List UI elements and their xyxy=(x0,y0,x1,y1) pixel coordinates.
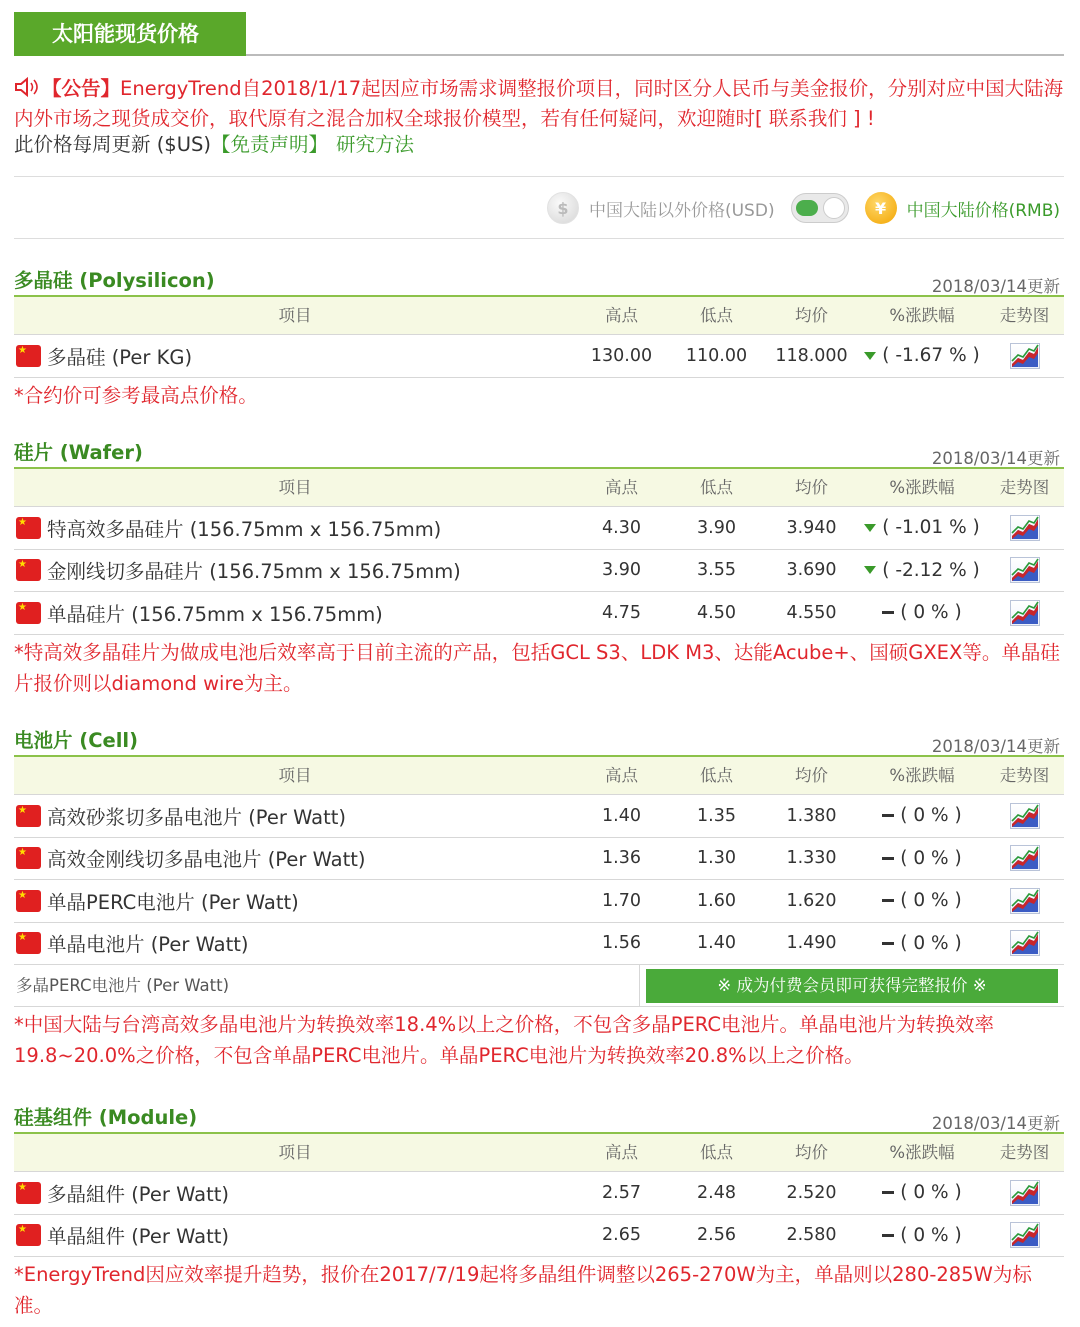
avg-value: 1.330 xyxy=(786,848,837,869)
down-arrow-icon xyxy=(864,524,876,532)
page-header xyxy=(14,12,1064,56)
dollar-coin-icon: $ xyxy=(547,192,579,224)
item-name: 特高效多晶硅片 (156.75mm x 156.75mm) xyxy=(47,517,442,541)
flat-dash-icon xyxy=(882,1191,894,1194)
section-update-date: 2018/03/14更新 xyxy=(931,737,1060,756)
high-value: 1.36 xyxy=(602,848,641,869)
china-flag-icon xyxy=(16,517,41,539)
section-header xyxy=(14,263,1064,297)
trend-line-graphic xyxy=(1011,889,1039,913)
low-value: 110.00 xyxy=(685,345,748,366)
disclaimer-link[interactable]: 【免责声明】 xyxy=(210,133,328,156)
item-name: 多晶硅 (Per KG) xyxy=(47,345,193,369)
currency-toggle[interactable] xyxy=(791,193,849,223)
divider xyxy=(14,238,1064,239)
item-name: 单晶硅片 (156.75mm x 156.75mm) xyxy=(47,602,383,626)
china-flag-icon xyxy=(16,1182,41,1204)
section-title: 硅基组件 (Module) xyxy=(14,1106,198,1129)
china-flag-icon xyxy=(16,602,41,624)
trend-line-graphic xyxy=(1011,846,1039,870)
col-change: %涨跌幅 xyxy=(889,1142,955,1162)
col-change: %涨跌幅 xyxy=(889,765,955,785)
col-low: 低点 xyxy=(700,766,733,785)
section-header xyxy=(14,723,1064,757)
col-high: 高点 xyxy=(605,306,638,325)
col-high: 高点 xyxy=(605,478,638,497)
change-value: ( -1.67 % ) xyxy=(882,345,980,367)
trend-chart-icon[interactable] xyxy=(1010,803,1040,829)
high-value: 1.56 xyxy=(602,933,641,954)
section-title: 多晶硅 (Polysilicon) xyxy=(14,269,215,292)
announcement-text: EnergyTrend自2018/1/17起因应市场需求调整报价项目，同时区分人民币与美金报价，分别对应中国大陆海内外市场之现货成交价，取代原有之混合加权全球报价模型，若有任何疑问，欢迎随时 xyxy=(14,77,1064,130)
item-name: 单晶組件 (Per Watt) xyxy=(47,1225,229,1249)
china-flag-icon xyxy=(16,890,41,912)
avg-value: 2.580 xyxy=(786,1225,837,1246)
item-name: 高效金刚线切多晶电池片 (Per Watt) xyxy=(47,848,366,872)
trend-line-graphic xyxy=(1011,601,1039,625)
avg-value: 3.940 xyxy=(786,517,837,538)
table-header xyxy=(14,469,1064,507)
col-item: 项目 xyxy=(278,477,312,497)
col-low: 低点 xyxy=(700,306,733,325)
trend-line-graphic xyxy=(1011,1181,1039,1205)
col-item: 项目 xyxy=(278,1142,312,1162)
avg-value: 2.520 xyxy=(786,1182,837,1203)
high-value: 2.65 xyxy=(602,1225,641,1246)
high-value: 3.90 xyxy=(602,560,641,581)
trend-chart-icon[interactable] xyxy=(1010,888,1040,914)
trend-line-graphic xyxy=(1011,558,1039,582)
item-name: 多晶組件 (Per Watt) xyxy=(47,1182,229,1206)
research-method-link[interactable]: 研究方法 xyxy=(336,133,415,156)
section-update-date: 2018/03/14更新 xyxy=(931,277,1060,296)
section-note: *中国大陆与台湾高效多晶电池片为转换效率18.4%以上之价格，不包含多晶PERC电池片。单晶电池片为转换效率19.8~20.0%之价格，不包含单晶PERC电池片。单晶PERC电池片为转换效率20.8%以上之价格。 xyxy=(14,1013,994,1067)
section-wafer xyxy=(14,435,1064,699)
trend-line-graphic xyxy=(1011,804,1039,828)
low-value: 1.40 xyxy=(697,933,736,954)
change-value: ( 0 % ) xyxy=(900,602,962,624)
divider xyxy=(14,176,1064,177)
table-row xyxy=(14,1215,1064,1258)
table-row xyxy=(14,1172,1064,1215)
low-value: 2.48 xyxy=(697,1182,736,1203)
low-value: 3.55 xyxy=(697,560,736,581)
contact-us-link[interactable]: [ 联系我们 ] ! xyxy=(755,107,875,130)
section-cell xyxy=(14,723,1064,1071)
currency-switch xyxy=(547,188,1060,228)
china-flag-icon xyxy=(16,805,41,827)
low-value: 1.30 xyxy=(697,848,736,869)
section-header xyxy=(14,435,1064,469)
trend-chart-icon[interactable] xyxy=(1010,930,1040,956)
section-title: 电池片 (Cell) xyxy=(14,729,139,752)
down-arrow-icon xyxy=(864,352,876,360)
low-value: 3.90 xyxy=(697,517,736,538)
trend-chart-icon[interactable] xyxy=(1010,600,1040,626)
change-value: ( 0 % ) xyxy=(900,932,962,954)
table-row xyxy=(14,507,1064,550)
col-avg: 均价 xyxy=(795,478,828,497)
low-value: 1.60 xyxy=(697,890,736,911)
become-member-button[interactable]: ※ 成为付费会员即可获得完整报价 ※ xyxy=(646,969,1058,1003)
col-avg: 均价 xyxy=(795,1143,828,1162)
section-title: 硅片 (Wafer) xyxy=(14,441,143,464)
trend-chart-icon[interactable] xyxy=(1010,515,1040,541)
flat-dash-icon xyxy=(882,814,894,817)
change-value: ( 0 % ) xyxy=(900,805,962,827)
section-note: *特高效多晶硅片为做成电池后效率高于目前主流的产品，包括GCL S3、LDK M3、达能Acube+、国硕GXEX等。单晶硅片报价则以diamond wire为主。 xyxy=(14,640,1060,695)
col-high: 高点 xyxy=(605,1143,638,1162)
change-value: ( 0 % ) xyxy=(900,1224,962,1246)
usd-option-label[interactable]: 中国大陆以外价格(USD) xyxy=(588,200,775,221)
trend-line-graphic xyxy=(1011,344,1039,368)
section-update-date: 2018/03/14更新 xyxy=(931,1114,1060,1133)
flat-dash-icon xyxy=(882,611,894,614)
china-flag-icon xyxy=(16,932,41,954)
table-header xyxy=(14,297,1064,335)
avg-value: 1.380 xyxy=(786,805,837,826)
high-value: 1.40 xyxy=(602,805,641,826)
item-name: 单晶电池片 (Per Watt) xyxy=(47,933,249,957)
china-flag-icon xyxy=(16,345,41,367)
section-update-date: 2018/03/14更新 xyxy=(931,449,1060,468)
flat-dash-icon xyxy=(882,1234,894,1237)
change-value: ( 0 % ) xyxy=(900,847,962,869)
page-title: 太阳能现货价格 xyxy=(14,12,246,56)
rmb-option-label[interactable]: 中国大陆价格(RMB) xyxy=(906,200,1060,221)
table-row xyxy=(14,592,1064,635)
update-frequency-text: 此价格每周更新 ($US) xyxy=(14,133,211,156)
trend-line-graphic xyxy=(1011,516,1039,540)
low-value: 4.50 xyxy=(697,602,736,623)
china-flag-icon xyxy=(16,1224,41,1246)
flat-dash-icon xyxy=(882,942,894,945)
trend-line-graphic xyxy=(1011,931,1039,955)
high-value: 1.70 xyxy=(602,890,641,911)
item-name: 单晶PERC电池片 (Per Watt) xyxy=(47,890,299,914)
low-value: 2.56 xyxy=(697,1225,736,1246)
avg-value: 4.550 xyxy=(786,602,837,623)
item-name: 金刚线切多晶硅片 (156.75mm x 156.75mm) xyxy=(47,560,461,584)
col-low: 低点 xyxy=(700,478,733,497)
yuan-coin-icon: ¥ xyxy=(865,192,897,224)
avg-value: 1.620 xyxy=(786,890,837,911)
table-row xyxy=(14,335,1064,378)
trend-line-graphic xyxy=(1011,1223,1039,1247)
trend-chart-icon[interactable] xyxy=(1010,845,1040,871)
col-trend: 走势图 xyxy=(999,477,1050,497)
toggle-knob xyxy=(823,197,845,219)
col-high: 高点 xyxy=(605,766,638,785)
flat-dash-icon xyxy=(882,857,894,860)
section-polysilicon xyxy=(14,263,1064,411)
col-item: 项目 xyxy=(278,765,312,785)
table-row xyxy=(14,923,1064,966)
section-header xyxy=(14,1100,1064,1134)
change-value: ( -1.01 % ) xyxy=(882,517,980,539)
col-trend: 走势图 xyxy=(999,305,1050,325)
col-low: 低点 xyxy=(700,1143,733,1162)
speaker-icon xyxy=(14,77,40,97)
avg-value: 118.000 xyxy=(775,345,848,366)
avg-value: 1.490 xyxy=(786,933,837,954)
table-header xyxy=(14,1134,1064,1172)
down-arrow-icon xyxy=(864,566,876,574)
col-trend: 走势图 xyxy=(999,765,1050,785)
col-change: %涨跌幅 xyxy=(889,477,955,497)
change-value: ( 0 % ) xyxy=(900,890,962,912)
item-name: 高效砂浆切多晶电池片 (Per Watt) xyxy=(47,805,346,829)
trend-chart-icon[interactable] xyxy=(1010,343,1040,369)
high-value: 4.30 xyxy=(602,517,641,538)
change-value: ( -2.12 % ) xyxy=(882,559,980,581)
announcement xyxy=(14,74,1064,134)
col-avg: 均价 xyxy=(795,306,828,325)
locked-item-name: 多晶PERC电池片 (Per Watt) xyxy=(14,965,640,1006)
change-value: ( 0 % ) xyxy=(900,1182,962,1204)
trend-chart-icon[interactable] xyxy=(1010,1222,1040,1248)
section-note: *合约价可参考最高点价格。 xyxy=(14,383,258,407)
table-row xyxy=(14,880,1064,923)
trend-chart-icon[interactable] xyxy=(1010,1180,1040,1206)
section-note: *EnergyTrend因应效率提升趋势，报价在2017/7/19起将多晶组件调整以265-270W为主，单晶则以280-285W为标准。 xyxy=(14,1263,1032,1317)
low-value: 1.35 xyxy=(697,805,736,826)
flat-dash-icon xyxy=(882,899,894,902)
avg-value: 3.690 xyxy=(786,560,837,581)
section-module xyxy=(14,1100,1064,1321)
china-flag-icon xyxy=(16,559,41,581)
table-header xyxy=(14,757,1064,795)
locked-price-row xyxy=(14,965,1064,1007)
table-row xyxy=(14,838,1064,881)
trend-chart-icon[interactable] xyxy=(1010,557,1040,583)
table-row xyxy=(14,795,1064,838)
china-flag-icon xyxy=(16,847,41,869)
col-change: %涨跌幅 xyxy=(889,305,955,325)
toggle-track-fill xyxy=(796,200,818,216)
announcement-prefix: 【公告】 xyxy=(42,77,121,100)
high-value: 130.00 xyxy=(590,345,653,366)
high-value: 4.75 xyxy=(602,602,641,623)
update-info xyxy=(14,131,414,159)
col-trend: 走势图 xyxy=(999,1142,1050,1162)
table-row xyxy=(14,550,1064,593)
high-value: 2.57 xyxy=(602,1182,641,1203)
col-avg: 均价 xyxy=(795,766,828,785)
col-item: 项目 xyxy=(278,305,312,325)
